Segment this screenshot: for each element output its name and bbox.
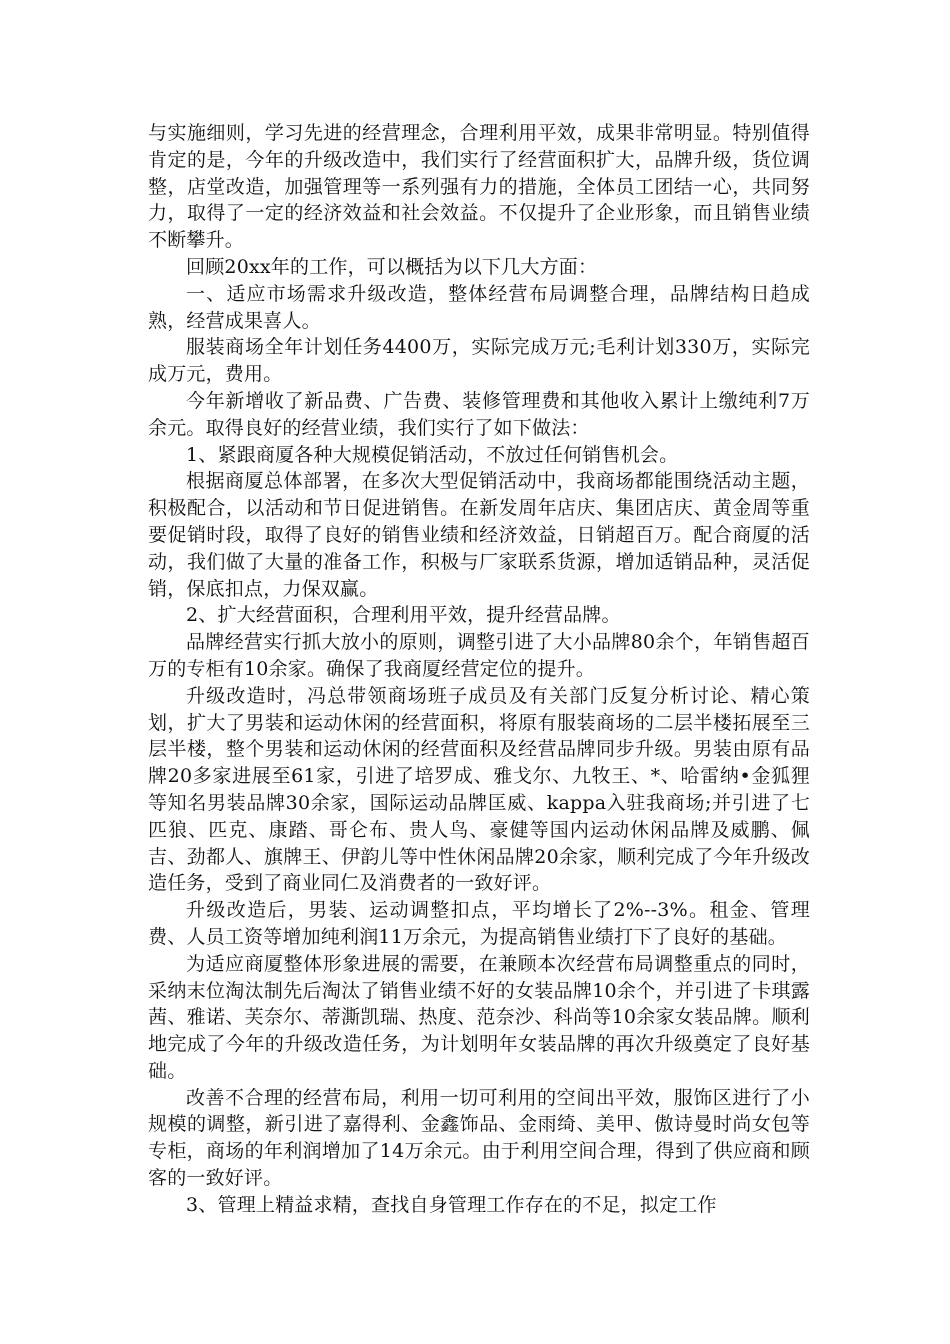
- paragraph-1: 与实施细则，学习先进的经营理念，合理利用平效，成果非常明显。特别值得肯定的是，今年的升级改造中，我们实行了经营面积扩大，品牌升级，货位调整，店堂改造，加强管理等一系列强有力的措施，全体员工团结一心，共同努力，取得了一定的经济效益和社会效益。不仅提升了企业形象，而且销售业绩不断攀升。: [148, 122, 810, 252]
- paragraph-8: 2、扩大经营面积，合理利用平效，提升经营品牌。: [186, 604, 621, 627]
- document-page: [148, 120, 810, 1219]
- paragraph-3: 一、适应市场需求升级改造，整体经营布局调整合理，品牌结构日趋成熟，经营成果喜人。: [148, 282, 810, 332]
- paragraph-14: 3、管理上精益求精，查找自身管理工作存在的不足，拟定工作: [186, 1193, 717, 1216]
- paragraph-9: 品牌经营实行抓大放小的原则，调整引进了大小品牌80余个，年销售超百万的专柜有10余家。确保了我商厦经营定位的提升。: [148, 631, 810, 680]
- paragraph-13: 改善不合理的经营布局，利用一切可利用的空间出平效，服饰区进行了小规模的调整，新引进了嘉得利、金鑫饰品、金雨绮、美甲、傲诗曼时尚女包等专柜，商场的年利润增加了14万余元。由于利用空间合理，得到了供应商和顾客的一致好评。: [148, 1086, 810, 1190]
- paragraph-2: 回顾20xx年的工作，可以概括为以下几大方面：: [186, 255, 598, 278]
- paragraph-5: 今年新增收了新品费、广告费、装修管理费和其他收入累计上缴纯利7万余元。取得良好的经营业绩，我们实行了如下做法：: [148, 389, 810, 439]
- paragraph-4: 服装商场全年计划任务4400万，实际完成万元;毛利计划330万，实际完成万元，费用。: [148, 336, 810, 386]
- paragraph-12: 为适应商厦整体形象进展的需要，在兼顾本次经营布局调整重点的同时，采纳末位淘汰制先后淘汰了销售业绩不好的女装品牌10余个，并引进了卡琪露茜、雅诺、芙奈尔、蒂澌凯瑞、热度、范奈沙、科尚等10余家女装品牌。顺利地完成了今年的升级改造任务，为计划明年女装品牌的再次升级奠定了良好基础。: [148, 952, 810, 1082]
- paragraph-10: 升级改造时，冯总带领商场班子成员及有关部门反复分析讨论、精心策划，扩大了男装和运动休闲的经营面积，将原有服装商场的二层半楼拓展至三层半楼，整个男装和运动休闲的经营面积及经营品牌同步升级。男装由原有品牌20多家进展至61家，引进了培罗成、雅戈尔、九牧王、*、哈雷纳•金狐狸等知名男装品牌30余家，国际运动品牌匡威、kappa入驻我商场;并引进了七匹狼、匹克、康踏、哥仑布、贵人鸟、豪健等国内运动休闲品牌及威鹏、佩吉、劲都人、旗牌王、伊韵儿等中性休闲品牌20余家，顺利完成了今年升级改造任务，受到了商业同仁及消费者的一致好评。: [148, 684, 810, 895]
- paragraph-7: 根据商厦总体部署，在多次大型促销活动中，我商场都能围绕活动主题，积极配合，以活动和节日促进销售。在新发周年店庆、集团店庆、黄金周等重要促销时段，取得了良好的销售业绩和经济效益，日销超百万。配合商厦的活动，我们做了大量的准备工作，积极与厂家联系货源，增加适销品种，灵活促销，保底扣点，力保双赢。: [148, 470, 810, 600]
- paragraph-6: 1、紧跟商厦各种大规模促销活动，不放过任何销售机会。: [186, 443, 679, 466]
- paragraph-11: 升级改造后，男装、运动调整扣点，平均增长了2%--3%。租金、管理费、人员工资等增加纯利润11万余元，为提高销售业绩打下了良好的基础。: [148, 899, 810, 948]
